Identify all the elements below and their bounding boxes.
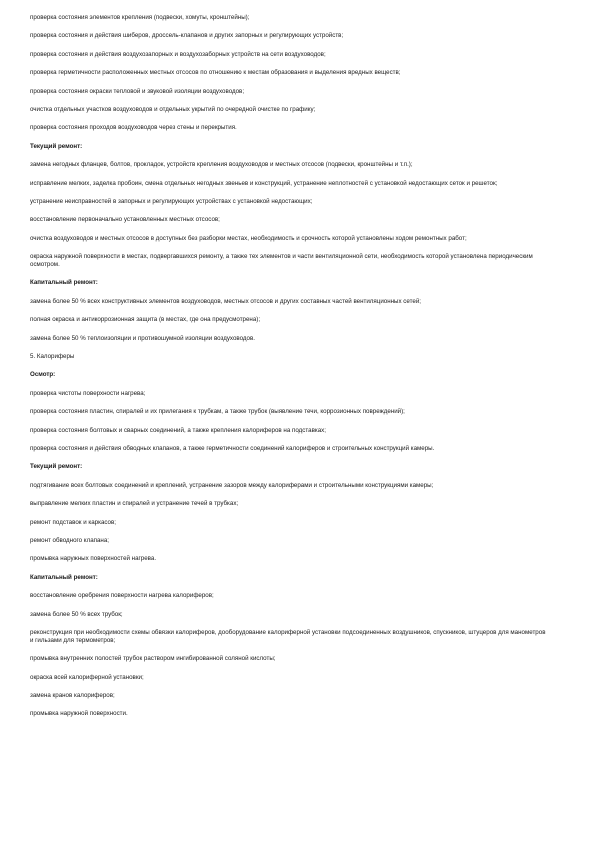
paragraph-line: исправление мелких, заделка пробоин, смена отдельных негодных звеньев и конструкций, устранение неплотностей с установкой недостающих сеток и решеток; (30, 179, 498, 187)
paragraph-line: ремонт подставок и каркасов; (30, 518, 116, 526)
paragraph-line: проверка состояния пластин, спиралей и их прилегания к трубкам, а также трубок (выявление течи, коррозионных повреждений); (30, 408, 405, 416)
paragraph-line: устранение неисправностей в запорных и регулирующих устройствах с установкой недостающих; (30, 197, 313, 205)
paragraph-line: реконструкция при необходимости схемы обвязки калориферов, дооборудование калориферной установки подсоединенных воздушников, спускников, штуцеров для манометров и гильзами для термометров; (30, 628, 546, 644)
section-heading: Капитальный ремонт: (30, 279, 98, 287)
paragraph-line: подтягивание всех болтовых соединений и креплений, устранение зазоров между калориферами и строительными конструкциями камеры; (30, 481, 434, 489)
paragraph-line: 5. Калориферы (30, 353, 75, 361)
section-heading: Осмотр: (30, 371, 56, 379)
paragraph-line: проверка состояния болтовых и сварных соединений, а также крепления калориферов на подставках; (30, 426, 326, 434)
paragraph-line: восстановление первоначально установленных местных отсосов; (30, 216, 220, 224)
paragraph-line: проверка состояния и действия обводных клапанов, а также герметичности соединений калориферов и строительных конструкций камеры. (30, 444, 435, 452)
paragraph-line: замена кранов калориферов; (30, 692, 115, 700)
paragraph-line: промывка наружных поверхностей нагрева. (30, 555, 157, 563)
paragraph-line: промывка наружной поверхности. (30, 710, 128, 718)
section-heading: Текущий ремонт: (30, 142, 83, 150)
paragraph-line: полная окраска и антикоррозионная защита (в местах, где она предусмотрена); (30, 316, 261, 324)
paragraph-line: промывка внутренних полостей трубок раствором ингибированной соляной кислоты; (30, 655, 276, 663)
paragraph-line: замена более 50 % теплоизоляции и противошумной изоляции воздуховодов. (30, 334, 255, 342)
paragraph-line: ремонт обводного клапана; (30, 536, 110, 544)
paragraph-line: окраска всей калориферной установки; (30, 673, 144, 681)
document-body (30, 14, 547, 718)
paragraph-line: проверка состояния и действия воздухозапорных и воздухозаборных устройств на сети воздуховодов; (30, 50, 326, 58)
paragraph-line: проверка чистоты поверхности нагрева; (30, 389, 146, 397)
paragraph-line: проверка состояния элементов крепления (подвески, хомуты, кронштейны); (30, 14, 250, 21)
paragraph-line: проверка герметичности расположенных местных отсосов по отношению к местам образования и выделения вредных веществ; (30, 69, 401, 77)
paragraph-line: проверка состояния проходов воздуховодов через стены и перекрытия. (30, 124, 237, 132)
paragraph-line: окраска наружной поверхности в местах, подвергавшихся ремонту, а также тех элементов и части вентиляционной сети, необходимость которой установлена периодическим осмотром. (30, 253, 533, 269)
paragraph-line: восстановление оребрения поверхности нагрева калориферов; (30, 592, 214, 600)
paragraph-line: выправление мелких пластин и спиралей и устранение течей в трубках; (30, 500, 239, 508)
paragraph-line: замена более 50 % всех трубок; (30, 610, 123, 618)
paragraph-line: проверка состояния окраски тепловой и звуковой изоляции воздуховодов; (30, 87, 245, 95)
section-heading: Капитальный ремонт: (30, 573, 98, 581)
paragraph-line: очистка отдельных участков воздуховодов и отдельных укрытий по очередной очистке по графику; (30, 105, 316, 113)
paragraph-line: замена более 50 % всех конструктивных элементов воздуховодов, местных отсосов и других составных частей вентиляционных сетей; (30, 297, 422, 305)
paragraph-line: замена негодных фланцев, болтов, прокладок, устройств крепления воздуховодов и местных отсосов (подвески, кронштейны и т.п.); (30, 161, 413, 169)
paragraph-line: очистка воздуховодов и местных отсосов в доступных без разборки местах, необходимость и срочность которой установлены ходом ремонтных работ; (30, 234, 467, 242)
paragraph-line: проверка состояния и действия шиберов, дроссель-клапанов и других запорных и регулирующих устройств; (30, 32, 344, 40)
section-heading: Текущий ремонт: (30, 463, 83, 471)
